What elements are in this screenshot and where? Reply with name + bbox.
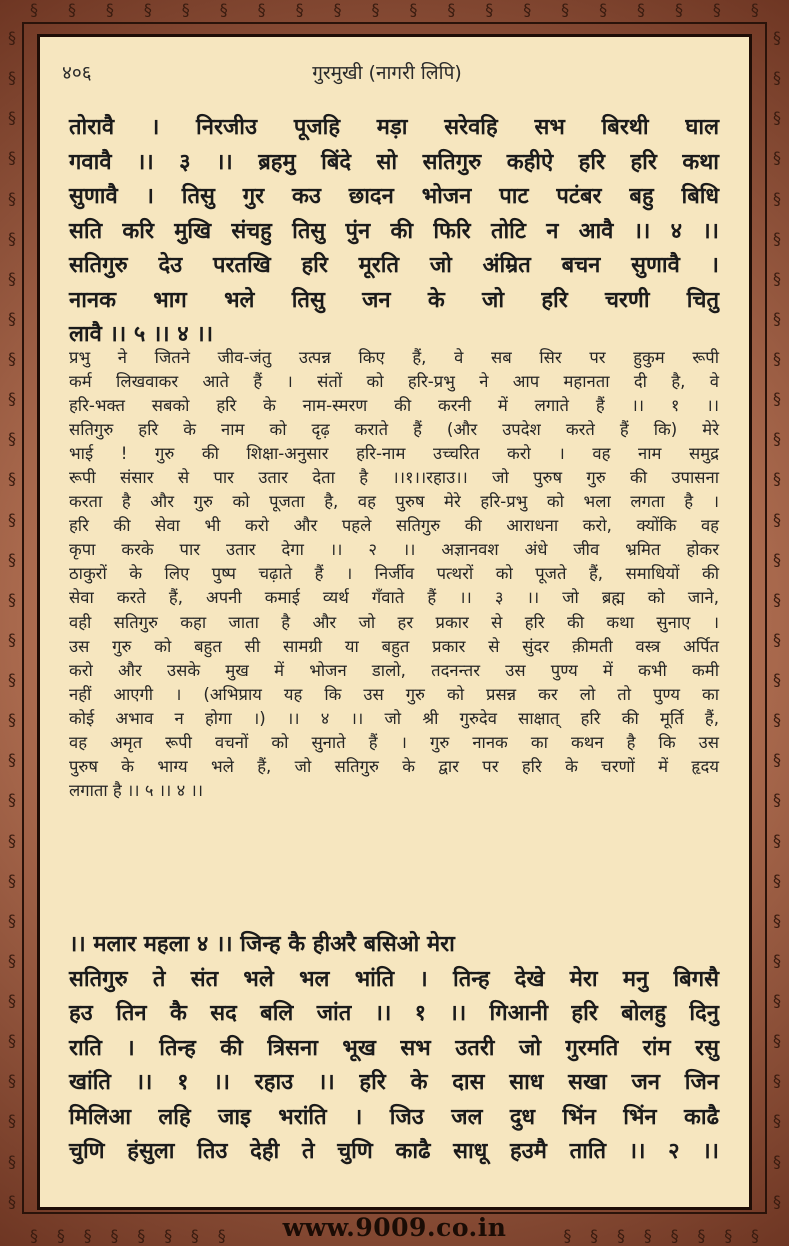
verse-line: सति करि मुखि संचहु तिसु पुंन की फिरि तोटि न आवै ।। ४ ।। [69,218,719,244]
gurbani-verse-bottom [69,928,719,1170]
verse-line: हउ तिन कै सद बलि जांत ।। १ ।। गिआनी हरि बोलहु दिनु [69,1001,719,1026]
verse-line: राति । तिन्ह की त्रिसना भूख सभ उतरी जो गुरमति रांम रसु [69,1035,719,1061]
verse-line: सतिगुरु ते संत भले भल भांति । तिन्ह देखे मेरा मनु बिगसै [69,966,719,992]
translation-line: कर्म लिखवाकर आते हैं । संतों को हरि-प्रभु ने आप महानता दी है, वे [69,372,719,392]
translation-line: सेवा करते हैं, अपनी कमाई व्यर्थ गँवाते हैं ।। ३ ।। जो ब्रह्म को जाने, [69,588,719,608]
translation-line: लगाता है ।। ५ ।। ४ ।। [69,780,204,800]
translation-line: भाई ! गुरु की शिक्षा-अनुसार हरि-नाम उच्चरित करो । वह नाम समुद्र [69,444,719,464]
translation-line: उस गुरु को बहुत सी सामग्री या बहुत प्रकार से सुंदर क़ीमती वस्त्र अर्पित [69,636,719,656]
swirl-ornament-bottom-icon: § § § § § § § § § § § § § § § § [30,1226,759,1245]
translation-line: वही सतिगुरु कहा जाता है और जो हर प्रकार से हरि की कथा सुनाए । [69,612,719,632]
verse-line: चुणि हंसुला तिउ देही ते चुणि काढै साधू हउमै ताति ।। २ ।। [69,1139,719,1164]
translation-line: वह अमृत रूपी वचनों को सुनाते हैं । गुरु नानक का कथन है कि उस [69,732,719,752]
translation-line: पुरुष के भाग्य भले हैं, जो सतिगुरु के द्वार पर हरि के चरणों में हृदय [69,756,719,776]
verse-line: सतिगुरु देउ परतखि हरि मूरति जो अंम्रित बचन सुणावै । [69,253,719,278]
translation-line: ठाकुरों के लिए पुष्प चढ़ाते हैं । निर्जीव पत्थरों को पूजते हैं, समाधियों की [69,564,719,584]
translation-line: कोई अभाव न होगा ।) ।। ४ ।। जो श्री गुरुदेव साक्षात् हरि की मूर्ति हैं, [69,708,719,728]
verse-line: तोरावै । निरजीउ पूजहि मड़ा सरेवहि सभ बिरथी घाल [69,115,719,140]
page-number: ४०६ [62,62,92,84]
verse-line: खांति ।। १ ।। रहाउ ।। हरि के दास साध सखा जन जिन [69,1070,719,1095]
translation-line: हरि-भक्त सबको हरि के नाम-स्मरण की करनी में लगाते हैं ।। १ ।। [69,396,719,416]
verse-line: नानक भाग भले तिसु जन के जो हरि चरणी चितु [69,287,719,313]
translation-line: हरि की सेवा भी करो और पहले सतिगुरु की आराधना करो, क्योंकि वह [69,516,719,536]
translation-line: नहीं आएगी । (अभिप्राय यह कि उस गुरु को प्रसन्न कर लो तो पुण्य का [69,684,719,704]
translation-line: रूपी संसार से पार उतार देता है ।।१।।रहाउ।। जो पुरुष गुरु की उपासना [69,468,719,488]
swirl-ornament-top-icon: § § § § § § § § § § § § § § § § § § § § [30,0,759,19]
verse-line: गवावै ।। ३ ।। ब्रहमु बिंदे सो सतिगुरु कहीऐ हरि हरि कथा [69,149,719,175]
translation-line: प्रभु ने जितने जीव-जंतु उत्पन्न किए हैं, वे सब सिर पर हुकुम रूपी [69,348,719,367]
swirl-ornament-left-icon: § § § § § § § § § § § § § § § § § § § § § § § § § § § § § § [8,28,16,1211]
hindi-translation [69,346,719,803]
translation-line: कृपा करके पार उतार देगा ।। २ ।। अज्ञानवश अंधे जीव भ्रमित होकर [69,540,719,560]
verse-heading-line: ।। मलार महला ४ ।। जिन्ह कै हीअरै बसिओ मेरा [69,932,455,957]
verse-line: मिलिआ लहि जाइ भरांति । जिउ जल दुध भिंन भिंन काढै [69,1104,719,1130]
translation-line: सतिगुरु हरि के नाम को दृढ़ कराते हैं (और उपदेश करते हैं कि) मेरे [69,420,719,440]
translation-line: करता है और गुरु को पूजता है, वह पुरुष मेरे हरि-प्रभु को भला लगता है । [69,492,719,512]
gurbani-verse-top [69,111,719,353]
verse-line: लावै ।। ५ ।। ४ ।। [69,322,214,347]
swirl-ornament-right-icon: § § § § § § § § § § § § § § § § § § § § § § § § § § § § § § [773,28,781,1211]
website-url: www.9009.co.in [282,1213,507,1242]
page-header [62,59,712,89]
running-title: गुरमुखी (नागरी लिपि) [312,62,462,84]
translation-line: करो और उसके मुख में भोजन डालो, तदनन्तर उस पुण्य में कभी कमी [69,660,719,680]
verse-line: सुणावै । तिसु गुर कउ छादन भोजन पाट पटंबर बहु बिधि [69,184,719,209]
